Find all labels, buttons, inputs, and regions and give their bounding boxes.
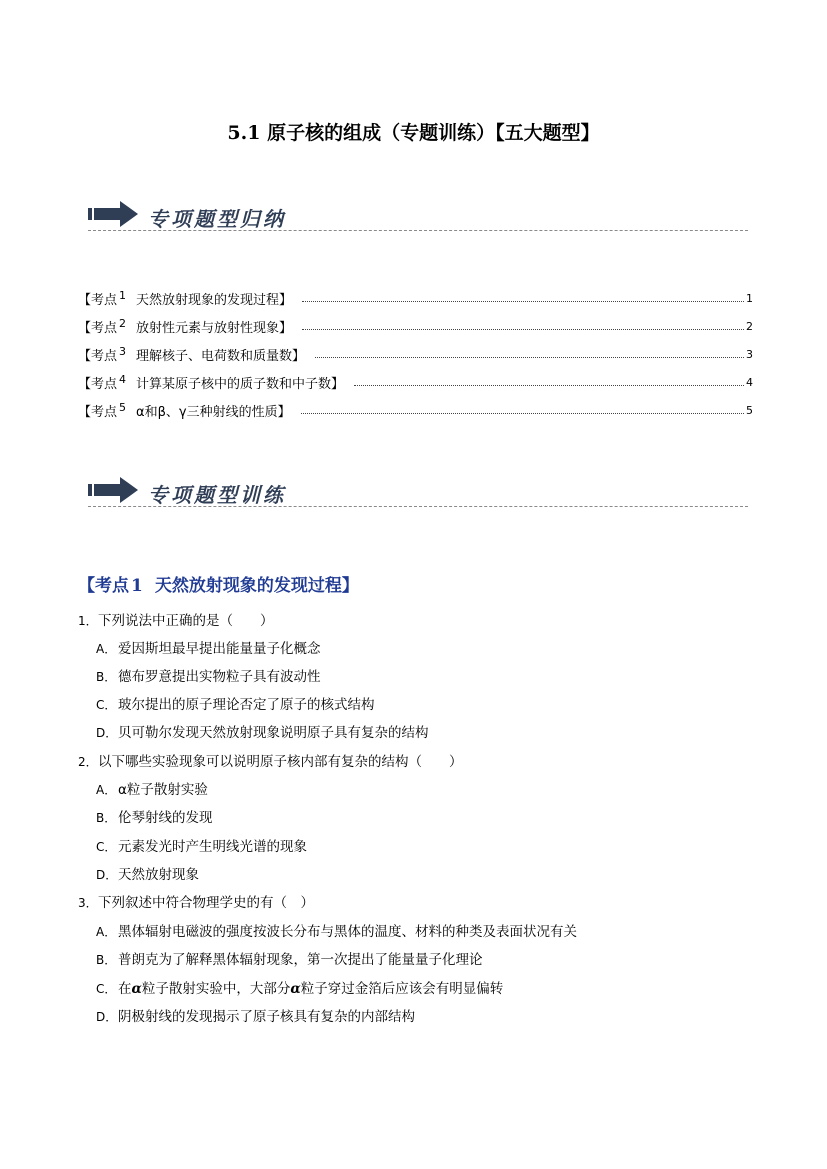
option[interactable]: B． 普朗克为了解释黑体辐射现象，第一次提出了能量量子化理论 [96,952,483,968]
option[interactable]: A． α粒子散射实验 [96,782,208,798]
toc-item[interactable]: 【考点 4 计算某原子核中的质子数和中子数】 4 [78,373,753,392]
option[interactable]: A． 爱因斯坦最早提出能量量子化概念 [96,641,321,657]
toc-leader [302,317,744,330]
option[interactable]: C． 在α粒子散射实验中，大部分α粒子穿过金箔后应该会有明显偏转 [96,981,504,997]
toc-item[interactable]: 【考点 1 天然放射现象的发现过程】 1 [78,289,753,308]
option[interactable]: C． 玻尔提出的原子理论否定了原子的核式结构 [96,697,375,713]
option[interactable]: C． 元素发光时产生明线光谱的现象 [96,839,307,855]
toc-leader [302,289,744,302]
banner-summary-text: 专项题型归纳 [148,207,286,231]
toc-leader [315,345,744,358]
toc-item[interactable]: 【考点 5 α和β、γ三种射线的性质】 5 [78,401,753,420]
question: 1．下列说法中正确的是（ ） [78,613,274,629]
toc-leader [301,401,744,414]
option[interactable]: B． 德布罗意提出实物粒子具有波动性 [96,669,321,685]
option[interactable]: B． 伦琴射线的发现 [96,810,213,826]
option[interactable]: D．天然放射现象 [96,867,199,883]
banner-training-text: 专项题型训练 [148,483,286,507]
option[interactable]: D．贝可勒尔发现天然放射现象说明原子具有复杂的结构 [96,725,429,741]
divider [88,230,748,231]
question: 2．以下哪些实验现象可以说明原子核内部有复杂的结构（ ） [78,754,463,770]
banner-training [88,475,748,515]
option[interactable]: A． 黑体辐射电磁波的强度按波长分布与黑体的温度、材料的种类及表面状况有关 [96,924,577,940]
arrow-icon [88,199,142,229]
arrow-icon [88,475,142,505]
page-title: 5.1 原子核的组成（专题训练）【五大题型】 [227,122,600,144]
divider [88,506,748,507]
table-of-contents [78,289,753,429]
banner-summary [88,199,748,239]
toc-item[interactable]: 【考点 3 理解核子、电荷数和质量数】 3 [78,345,753,364]
toc-leader [354,373,744,386]
section-heading: 【考点 1 天然放射现象的发现过程】 [78,576,359,596]
question: 3．下列叙述中符合物理学史的有（ ） [78,895,314,911]
toc-item[interactable]: 【考点 2 放射性元素与放射性现象】 2 [78,317,753,336]
option[interactable]: D．阴极射线的发现揭示了原子核具有复杂的内部结构 [96,1009,415,1025]
